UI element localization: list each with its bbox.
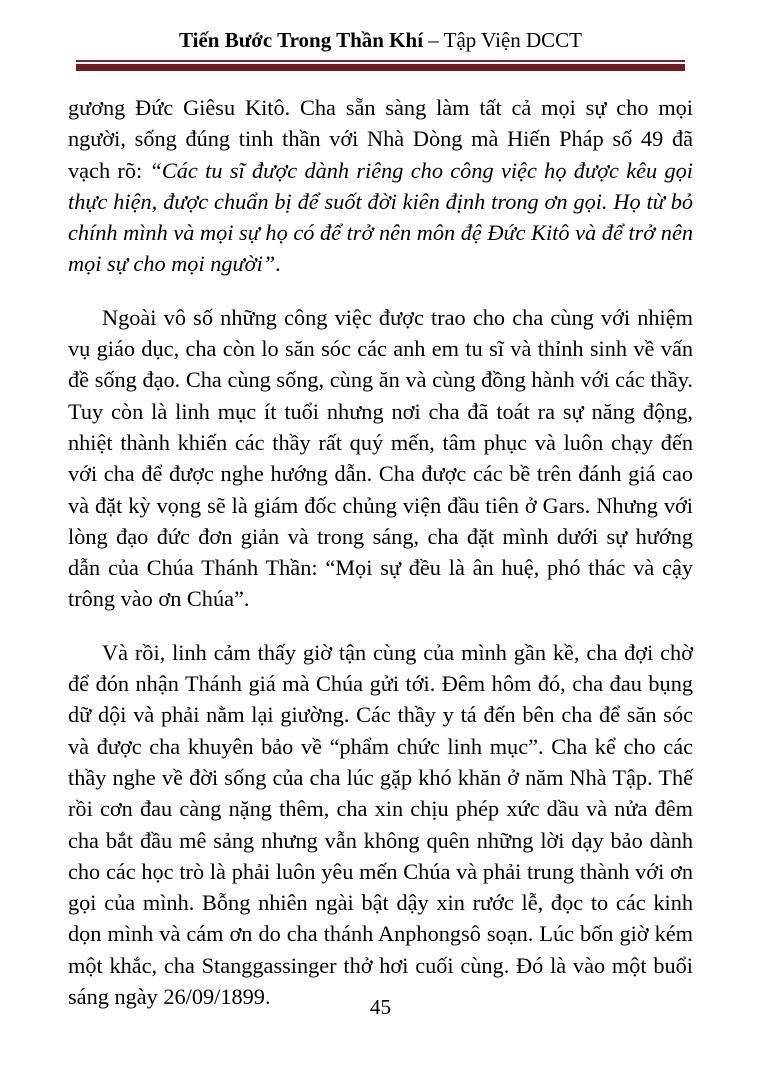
header-divider-rule bbox=[76, 60, 685, 71]
paragraph-2: Ngoài vô số những công việc được trao cho cha cùng với nhiệm vụ giáo dục, cha còn lo săn sóc các anh em tu sĩ và thỉnh sinh về vấn đề sống đạo. Cha cùng sống, cùng ăn và cùng đồng hành với các thầy. Tuy còn là linh mục ít tuổi nhưng nơi cha đã toát ra sự năng động, nhiệt thành khiến các thầy rất quý mến, tâm phục và luôn chạy đến với cha để được nghe hướng dẫn. Cha được các bề trên đánh giá cao và đặt kỳ vọng sẽ là giám đốc chủng viện đầu tiên ở Gars. Nhưng với lòng đạo đức đơn giản và trong sáng, cha đặt mình dưới sự hướng dẫn của Chúa Thánh Thần: “Mọi sự đều là ân huệ, phó thác và cậy trông vào ơn Chúa”. bbox=[68, 304, 693, 612]
paragraph-1-tail: . bbox=[275, 251, 281, 277]
paragraph-3: Và rồi, linh cảm thấy giờ tận cùng của mình gần kề, cha đợi chờ để đón nhận Thánh giá mà Chúa gửi tới. Đêm hôm đó, cha đau bụng dữ dội và phải nằm lại giường. Các thầy y tá đến bên cha để săn sóc và được cha khuyên bảo về “phẩm chức linh mục”. Cha kể cho các thầy nghe về đời sống của cha lúc gặp khó khăn ở năm Nhà Tập. Thế rồi cơn đau càng nặng thêm, cha xin chịu phép xức dầu và nửa đêm cha bắt đầu mê sảng nhưng vẫn không quên những lời dạy bảo dành cho các học trò là phải luôn yêu mến Chúa và phải trung thành với ơn gọi của mình. Bỗng nhiên ngài bật dậy xin rước lễ, đọc to các kinh dọn mình và cám ơn do cha thánh Anphongsô soạn. Lúc bốn giờ kém một khắc, cha Stanggassinger thở hơi cuối cùng. Đó là vào một buổi sáng ngày 26/09/1899. bbox=[68, 639, 693, 1010]
divider-thick-band bbox=[76, 64, 685, 71]
paragraph-1 bbox=[68, 92, 693, 280]
header-title-rest: – Tập Viện DCCT bbox=[423, 28, 582, 52]
body-text-block bbox=[68, 92, 693, 1012]
running-header bbox=[68, 28, 693, 52]
paragraph-1-quote: “Các tu sĩ được dành riêng cho công việc họ được kêu gọi thực hiện, được chuẩn bị để suốt đời kiên định trong ơn gọi. Họ từ bỏ chính mình và mọi sự họ có để trở nên môn đệ Đức Kitô và để trở nên mọi sự cho mọi người” bbox=[68, 157, 693, 277]
page-number: 45 bbox=[370, 995, 391, 1019]
header-title-bold: Tiến Bước Trong Thần Khí bbox=[178, 28, 424, 52]
paragraph-1-lead: gương Đức Giêsu Kitô. Cha sẵn sàng làm tất cả mọi sự cho mọi người, sống đúng tinh thần với Nhà Dòng mà Hiến Pháp số 49 đã vạch rõ: bbox=[68, 95, 693, 183]
